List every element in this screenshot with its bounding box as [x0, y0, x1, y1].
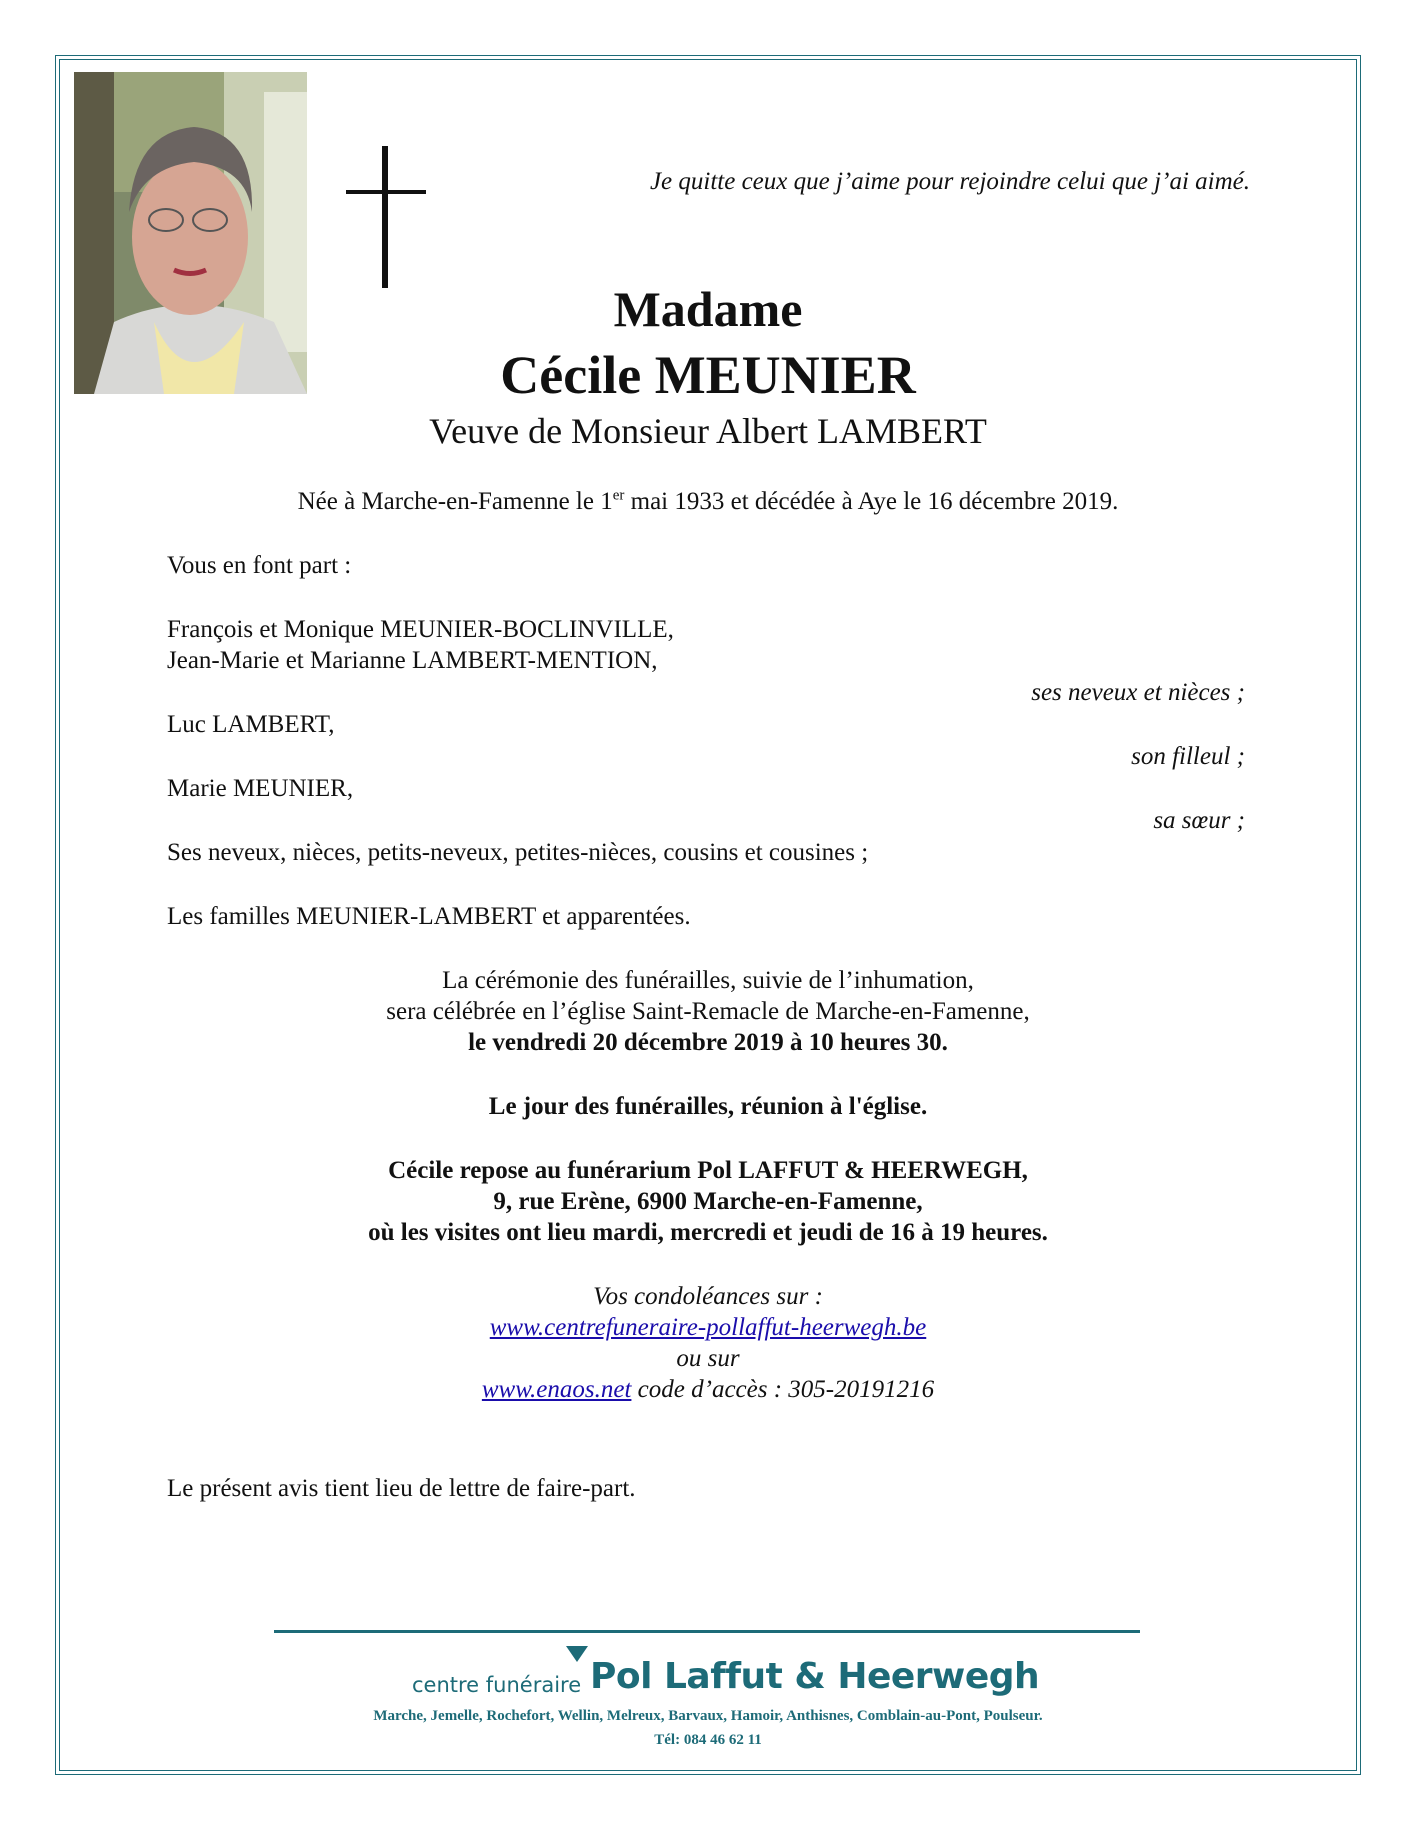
logo-rule: [274, 1630, 1140, 1633]
relation-godson: son filleul ;: [1131, 743, 1245, 770]
reunion-line: Le jour des funérailles, réunion à l'église.: [488, 1093, 928, 1120]
family-line-6: Les familles MEUNIER-LAMBERT et apparentées.: [167, 903, 691, 930]
relation-nephews: ses neveux et nièces ;: [1031, 679, 1245, 706]
logo-subtitle: centre funéraire: [412, 1673, 582, 1697]
repose-line-3: où les visites ont lieu mardi, mercredi et jeudi de 16 à 19 heures.: [368, 1219, 1048, 1246]
closing-line: Le présent avis tient lieu de lettre de faire-part.: [167, 1475, 636, 1502]
logo-phone: Tél: 084 46 62 11: [654, 1732, 762, 1748]
intro-line: Vous en font part :: [167, 552, 352, 579]
condolences-link-1[interactable]: www.centrefuneraire-pollaffut-heerwegh.be: [489, 1314, 927, 1341]
repose-block: [59, 1155, 1357, 1248]
deceased-name: Cécile MEUNIER: [500, 345, 916, 405]
condolences-or: ou sur: [676, 1345, 740, 1372]
access-code: code d’accès : 305-20191216: [631, 1376, 935, 1403]
condolences-block: [59, 1281, 1357, 1405]
widow-line: Veuve de Monsieur Albert LAMBERT: [429, 411, 987, 451]
repose-line-2: 9, rue Erène, 6900 Marche-en-Famenne,: [493, 1188, 923, 1215]
family-line-4: Marie MEUNIER,: [167, 775, 354, 802]
birth-death-line: Née à Marche-en-Famenne le 1er mai 1933 et décédée à Aye le 16 décembre 2019.: [297, 487, 1119, 515]
family-line-1: François et Monique MEUNIER-BOCLINVILLE,: [167, 616, 674, 643]
family-line-5: Ses neveux, nièces, petits-neveux, petites-nièces, cousins et cousines ;: [167, 839, 869, 866]
ceremony-block: [59, 965, 1357, 1058]
ceremony-date: le vendredi 20 décembre 2019 à 10 heures 30.: [468, 1029, 948, 1056]
family-line-3: Luc LAMBERT,: [167, 711, 335, 738]
title: Madame: [613, 281, 803, 337]
logo-places: Marche, Jemelle, Rochefort, Wellin, Melreux, Barvaux, Hamoir, Anthisnes, Comblain-au-Pont, Poulseur.: [373, 1708, 1043, 1724]
ceremony-line-1: La cérémonie des funérailles, suivie de l’inhumation,: [442, 967, 974, 994]
condolences-label: Vos condoléances sur :: [593, 1283, 823, 1310]
quote: Je quitte ceux que j’aime pour rejoindre celui que j’ai aimé.: [649, 168, 1250, 195]
logo-triangle-icon: [566, 1646, 588, 1662]
logo-name: Pol Laffut & Heerwegh: [590, 1656, 1040, 1697]
cross-icon: [346, 146, 426, 288]
relation-sister: sa sœur ;: [1153, 807, 1245, 834]
condolences-link-2[interactable]: www.enaos.net: [481, 1376, 632, 1403]
repose-line-1: Cécile repose au funérarium Pol LAFFUT & HEERWEGH,: [388, 1157, 1028, 1184]
ceremony-line-2: sera célébrée en l’église Saint-Remacle de Marche-en-Famenne,: [386, 998, 1030, 1025]
family-line-2: Jean-Marie et Marianne LAMBERT-MENTION,: [167, 647, 658, 674]
